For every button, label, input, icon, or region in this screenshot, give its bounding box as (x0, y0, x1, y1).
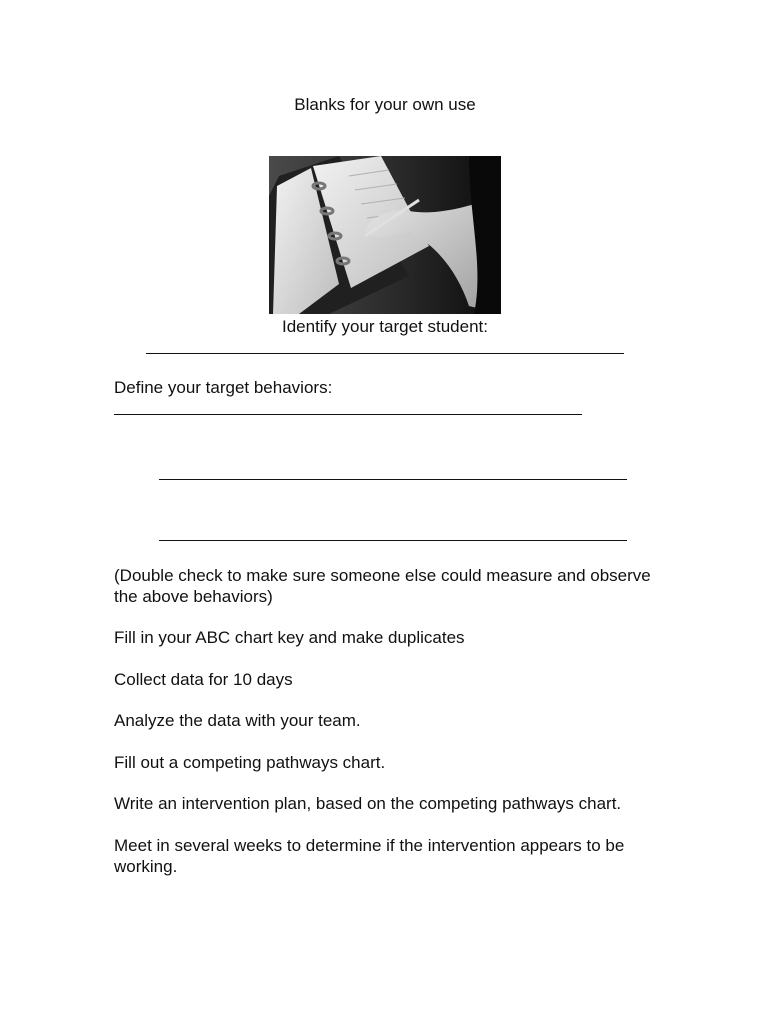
instruction-collect-data: Collect data for 10 days (114, 670, 293, 689)
page-title: Blanks for your own use (294, 95, 476, 114)
target-behaviors-label: Define your target behaviors: (114, 378, 333, 397)
target-behavior-blank-3[interactable] (159, 540, 627, 541)
instruction-meet-weeks: Meet in several weeks to determine if the intervention appears to be working. (114, 836, 625, 876)
target-student-label: Identify your target student: (281, 317, 488, 336)
instruction-analyze-data: Analyze the data with your team. (114, 711, 361, 730)
target-behavior-blank-2[interactable] (159, 479, 627, 480)
instruction-intervention-plan: Write an intervention plan, based on the competing pathways chart. (114, 794, 622, 813)
instruction-competing-pathways: Fill out a competing pathways chart. (114, 753, 386, 772)
target-behavior-blank-1[interactable] (114, 414, 582, 415)
instruction-double-check: (Double check to make sure someone else could measure and observe the above behaviors) (114, 566, 651, 606)
planner-writing-photo (269, 156, 501, 314)
target-student-blank[interactable] (146, 353, 624, 354)
instruction-abc-chart: Fill in your ABC chart key and make duplicates (114, 628, 465, 647)
